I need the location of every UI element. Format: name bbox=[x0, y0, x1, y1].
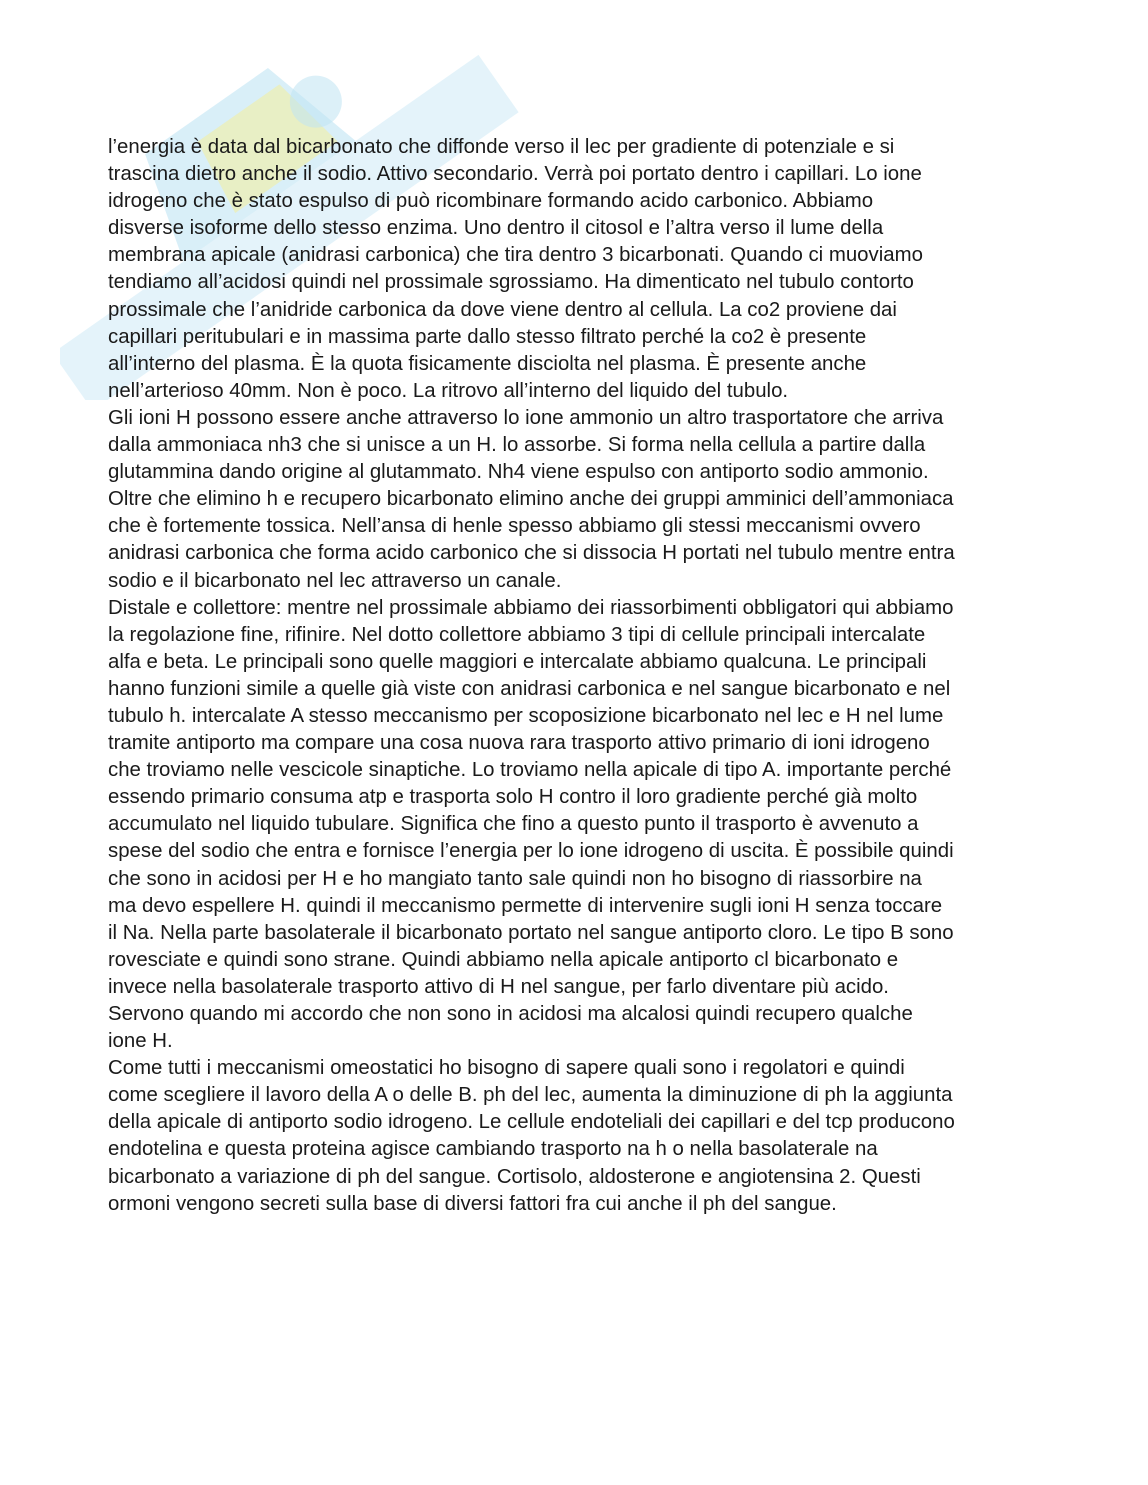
text-line: Servono quando mi accordo che non sono in acidosi ma alcalosi quindi recupero qualche bbox=[108, 1003, 913, 1025]
text-line: Distale e collettore: mentre nel prossimale abbiamo dei riassorbimenti obbligatori qui abbiamo bbox=[108, 596, 954, 619]
paragraph-ammonium bbox=[108, 405, 1048, 595]
text-line: hanno funzioni simile a quelle già viste con anidrasi carbonica e nel sangue bicarbonato e nel bbox=[108, 677, 951, 700]
text-line: che è fortemente tossica. Nell’ansa di henle spesso abbiamo gli stessi meccanismi ovvero bbox=[108, 515, 921, 538]
text-line: bicarbonato a variazione di ph del sangue. Cortisolo, aldosterone e angiotensina 2. Questi bbox=[108, 1165, 921, 1188]
text-line: alfa e beta. Le principali sono quelle maggiori e intercalate abbiamo qualcuna. Le principali bbox=[108, 650, 927, 673]
text-line: ione H. bbox=[108, 1030, 173, 1053]
text-line: l’energia è data dal bicarbonato che diffonde verso il lec per gradiente di potenziale e si bbox=[108, 136, 895, 158]
text-line: prossimale che l’anidride carbonica da dove viene dentro al cellula. La co2 proviene dai bbox=[108, 298, 897, 321]
text-line: essendo primario consuma atp e trasporta solo H contro il loro gradiente perché già molto bbox=[108, 786, 918, 809]
text-line: tubulo h. intercalate A stesso meccanismo per scoposizione bicarbonato nel lec e H nel lume bbox=[108, 704, 944, 727]
text-line: capillari peritubulari e in massima parte dallo stesso filtrato perché la co2 è presente bbox=[108, 325, 867, 348]
text-line: dalla ammoniaca nh3 che si unisce a un H. lo assorbe. Si forma nella cellula a partire dalla bbox=[108, 434, 926, 457]
text-line: che sono in acidosi per H e ho mangiato tanto sale quindi non ho bisogno di riassorbire na bbox=[108, 867, 922, 890]
text-line: come scegliere il lavoro della A o delle B. ph del lec, aumenta la diminuzione di ph la aggiunta bbox=[108, 1084, 953, 1107]
text-line: invece nella basolaterale trasporto attivo di H nel sangue, per farlo diventare più acido. bbox=[108, 975, 889, 998]
document-body bbox=[108, 134, 1048, 1218]
text-line: glutammina dando origine al glutammato. Nh4 viene espulso con antiporto sodio ammonio. bbox=[108, 461, 929, 484]
paragraph-regulators bbox=[108, 1055, 1048, 1218]
text-line: sodio e il bicarbonato nel lec attraverso un canale. bbox=[108, 569, 562, 592]
text-line: Gli ioni H possono essere anche attraverso lo ione ammonio un altro trasportatore che arriva bbox=[108, 406, 944, 429]
text-line: rovesciate e quindi sono strane. Quindi abbiamo nella apicale antiporto cl bicarbonato e bbox=[108, 948, 899, 971]
text-line: che troviamo nelle vescicole sinaptiche. Lo troviamo nella apicale di tipo A. importante perché bbox=[108, 759, 952, 782]
text-line: all’interno del plasma. È la quota fisicamente disciolta nel plasma. È presente anche bbox=[108, 352, 867, 375]
text-line: ma devo espellere H. quindi il meccanismo permette di intervenire sugli ioni H senza toccare bbox=[108, 894, 943, 917]
text-line: endotelina e questa proteina agisce cambiando trasporto na h o nella basolaterale na bbox=[108, 1138, 878, 1161]
paragraph-distal-collector bbox=[108, 595, 1048, 1056]
text-line: spese del sodio che entra e fornisce l’energia per lo ione idrogeno di uscita. È possibile quindi bbox=[108, 840, 954, 863]
text-line: accumulato nel liquido tubulare. Significa che fino a questo punto il trasporto è avvenuto a bbox=[108, 813, 919, 836]
text-line: della apicale di antiporto sodio idrogeno. Le cellule endoteliali dei capillari e del tcp producono bbox=[108, 1111, 955, 1134]
text-line: disverse isoforme dello stesso enzima. Uno dentro il citosol e l’altra verso il lume della bbox=[108, 217, 884, 240]
text-line: nell’arterioso 40mm. Non è poco. La ritrovo all’interno del liquido del tubulo. bbox=[108, 379, 789, 402]
text-line: tramite antiporto ma compare una cosa nuova rara trasporto attivo primario di ioni idrogeno bbox=[108, 732, 930, 755]
text-line: tendiamo all’acidosi quindi nel prossimale sgrossiamo. Ha dimenticato nel tubulo contorto bbox=[108, 271, 914, 294]
text-line: Oltre che elimino h e recupero bicarbonato elimino anche dei gruppi amminici dell’ammoniaca bbox=[108, 488, 954, 511]
text-line: membrana apicale (anidrasi carbonica) che tira dentro 3 bicarbonati. Quando ci muoviamo bbox=[108, 244, 923, 267]
text-line: trascina dietro anche il sodio. Attivo secondario. Verrà poi portato dentro i capillari. Lo ione bbox=[108, 163, 922, 186]
text-line: idrogeno che è stato espulso di può ricombinare formando acido carbonico. Abbiamo bbox=[108, 190, 874, 213]
text-line: anidrasi carbonica che forma acido carbonico che si dissocia H portati nel tubulo mentre entra bbox=[108, 542, 955, 565]
text-line: il Na. Nella parte basolaterale il bicarbonato portato nel sangue antiporto cloro. Le tipo B sono bbox=[108, 921, 954, 944]
text-line: Come tutti i meccanismi omeostatici ho bisogno di sapere quali sono i regolatori e quindi bbox=[108, 1057, 905, 1080]
text-line: la regolazione fine, rifinire. Nel dotto collettore abbiamo 3 tipi di cellule principali intercalate bbox=[108, 623, 926, 646]
paragraph-proximal-tubule bbox=[108, 134, 1048, 405]
text-line: ormoni vengono secreti sulla base di diversi fattori fra cui anche il ph del sangue. bbox=[108, 1192, 837, 1215]
